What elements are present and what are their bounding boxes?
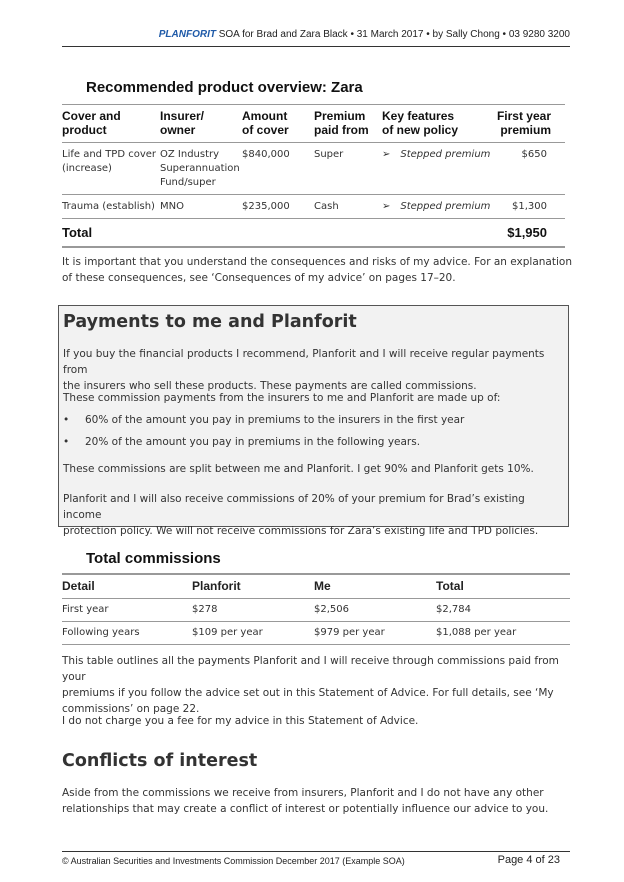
column-header-me: Me <box>314 574 436 599</box>
table-row <box>62 599 570 622</box>
bullet-icon: • <box>63 414 70 426</box>
cover-cell: Life and TPD cover (increase) <box>62 143 160 195</box>
conflicts-paragraph: Aside from the commissions we receive from insurers, Planforit and I do not have any other relationships that may create a conflict of interest or potentially influence our advice to you. <box>62 787 549 815</box>
table-cell: $109 per year <box>192 622 314 645</box>
consequences-note: It is important that you understand the consequences and risks of my advice. For an explanation of these consequences, see ‘Consequences of my advice’ on pages 17–20. <box>62 256 572 284</box>
insurer-cell: OZ Industry Superannuation Fund/super <box>160 143 242 195</box>
header-divider <box>62 46 570 47</box>
amount-cell: $840,000 <box>242 143 314 195</box>
table-cell: $1,088 per year <box>436 622 570 645</box>
table-row <box>62 622 570 645</box>
payments-paragraph-3: These commissions are split between me and Planforit. I get 90% and Planforit gets 10%. <box>63 463 534 475</box>
paid-from-cell: Cash <box>314 195 382 219</box>
total-value: $1,950 <box>495 219 565 248</box>
column-header-cover: Cover and product <box>62 105 160 143</box>
feature-cell: ➢ Stepped premium <box>382 195 495 219</box>
column-header-paid-from: Premium paid from <box>314 105 382 143</box>
table-header-row <box>62 574 570 599</box>
table-cell: $2,784 <box>436 599 570 622</box>
table-header-row <box>62 105 565 143</box>
footer-divider <box>62 851 570 852</box>
premium-cell: $650 <box>495 143 565 195</box>
arrow-bullet-icon: ➢ <box>382 149 391 160</box>
fee-note: I do not charge you a fee for my advice in this Statement of Advice. <box>62 715 419 727</box>
column-header-insurer: Insurer/ owner <box>160 105 242 143</box>
column-header-detail: Detail <box>62 574 192 599</box>
payments-paragraph-2: These commission payments from the insurers to me and Planforit are made up of: <box>63 392 501 404</box>
table-cell: $2,506 <box>314 599 436 622</box>
table-total-row <box>62 219 565 248</box>
header-brand: PLANFORIT <box>158 29 216 40</box>
column-header-total: Total <box>436 574 570 599</box>
table-cell: $278 <box>192 599 314 622</box>
paid-from-cell: Super <box>314 143 382 195</box>
header-text: SOA for Brad and Zara Black • 31 March 2017 • by Sally Chong • 03 9280 3200 <box>215 29 570 40</box>
payments-paragraph-1: If you buy the financial products I recommend, Planforit and I will receive regular payments from the insurers who sell these products. These payments are called commissions. <box>63 348 545 392</box>
page-header <box>62 29 570 40</box>
page-number: Page 4 of 23 <box>497 854 560 866</box>
total-label: Total <box>62 219 495 248</box>
table-row <box>62 143 565 195</box>
table-cell: Following years <box>62 622 192 645</box>
amount-cell: $235,000 <box>242 195 314 219</box>
total-commissions-heading: Total commissions <box>86 550 221 567</box>
bullet-icon: • <box>63 436 70 448</box>
premium-cell: $1,300 <box>495 195 565 219</box>
column-header-amount: Amount of cover <box>242 105 314 143</box>
product-overview-table <box>62 104 565 248</box>
commissions-note: This table outlines all the payments Planforit and I will receive through commissions paid from your premiums if you follow the advice set out in this Statement of Advice. For full details, see ‘My commissions’ on page 22. <box>62 655 559 715</box>
insurer-cell: MNO <box>160 195 242 219</box>
column-header-features: Key features of new policy <box>382 105 495 143</box>
cover-cell: Trauma (establish) <box>62 195 160 219</box>
payments-info-box: Payments to me and Planforit If you buy the financial products I recommend, Planforit and I will receive regular payments from the insurers who sell these products. These payments are called commissions. These commission payments from the insurers to me and Planforit are made up of: • 60% of the amount you pay in premiums to the insurers in the first year • 20% of the amount you pay in premiums in the following years. These commissions are split between me and Planforit. I get 90% and Planforit gets 10%. Planforit and I will also receive commissions of 20% of your premium for Brad’s existing income protection policy. We will not receive commissions for Zara’s existing life and TPD policies. <box>58 305 569 527</box>
table-cell: First year <box>62 599 192 622</box>
arrow-bullet-icon: ➢ <box>382 201 391 212</box>
conflicts-heading: Conflicts of interest <box>62 751 258 771</box>
column-header-premium: First year premium <box>495 105 565 143</box>
feature-cell: ➢ Stepped premium <box>382 143 495 195</box>
footer-copyright: © Australian Securities and Investments Commission December 2017 (Example SOA) <box>62 856 405 866</box>
payments-box-title: Payments to me and Planforit <box>63 312 357 332</box>
total-commissions-table <box>62 573 570 645</box>
product-overview-heading: Recommended product overview: Zara <box>86 79 363 96</box>
payments-paragraph-4: Planforit and I will also receive commissions of 20% of your premium for Brad’s existing income protection policy. We will not receive commissions for Zara’s existing life and TPD policies. <box>63 493 539 537</box>
table-row <box>62 195 565 219</box>
table-cell: $979 per year <box>314 622 436 645</box>
column-header-planforit: Planforit <box>192 574 314 599</box>
